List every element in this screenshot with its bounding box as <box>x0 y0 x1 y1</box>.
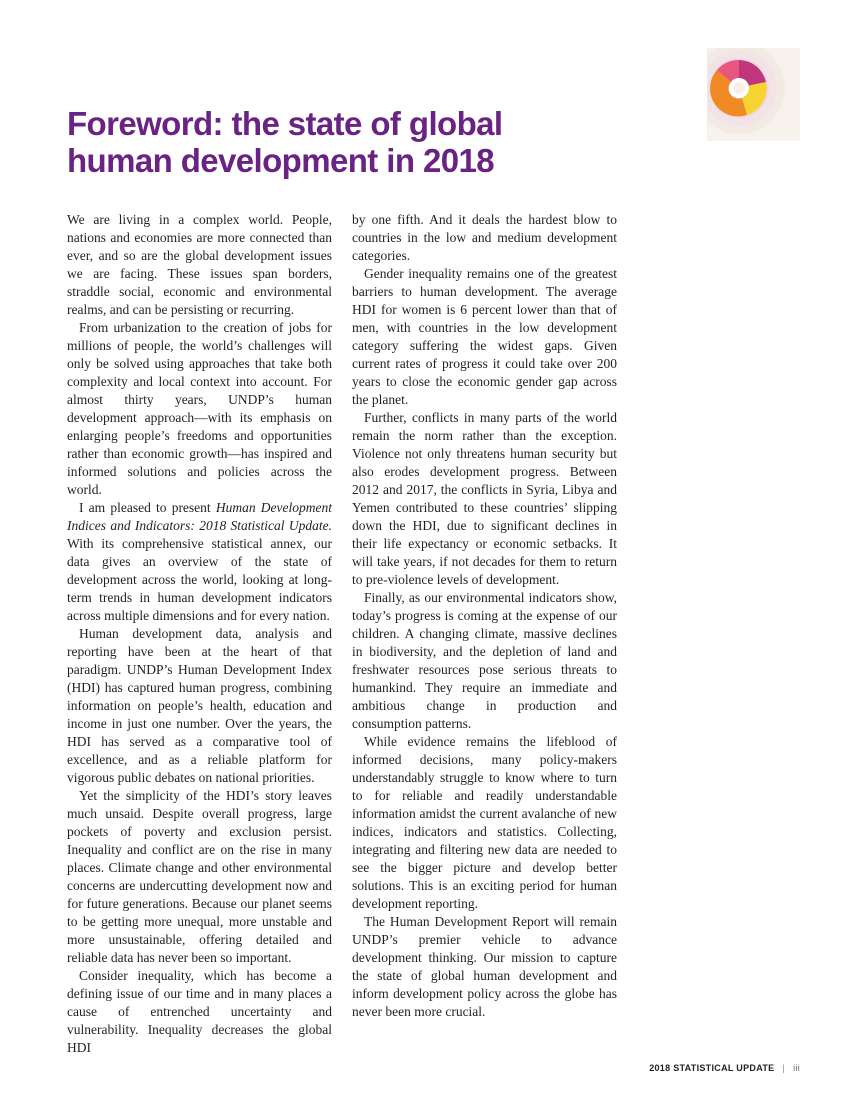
page-title <box>67 105 587 179</box>
paragraph: Human development data, analysis and reporting have been at the heart of that paradigm. UNDP’s Human Development Index (HDI) has captured human progress, combining information on people’s health, education and income in just one number. Over the years, the HDI has served as a comparative tool of excellence, and as a reliable platform for vigorous public debates on national priorities. <box>67 626 332 785</box>
paragraph-text: I am pleased to present <box>79 500 216 515</box>
paragraph: by one fifth. And it deals the hardest blow to countries in the low and medium development categories. <box>352 212 617 263</box>
title-line-1: Foreword: the state of global <box>67 105 503 142</box>
paragraph: Finally, as our environmental indicators show, today’s progress is coming at the expense of our children. A changing climate, massive declines in biodiversity, and the depletion of land and freshwater resources pose serious threats to humankind. They require an immediate and ambitious change in production and consumption patterns. <box>352 590 617 731</box>
report-title-italic: Human Development Indices and Indicators: 2018 Statistical Update. <box>67 500 333 533</box>
title-line-2: human development in 2018 <box>67 142 494 179</box>
paragraph: We are living in a complex world. People, nations and economies are more connected than ever, and so are the global development issues we are facing. These issues span borders, straddle social, economic and environmental realms, and can be persisting or recurring. <box>67 212 332 317</box>
paragraph: From urbanization to the creation of jobs for millions of people, the world’s challenges will only be solved using approaches that take both complexity and local context into account. For almost thirty years, UNDP’s human development approach—with its emphasis on enlarging people’s freedoms and opportunities rather than economic growth—has inspired and informed solutions and policies across the world. <box>67 320 332 497</box>
footer-separator: | <box>782 1063 786 1073</box>
page-number: iii <box>793 1063 800 1073</box>
paragraph: Yet the simplicity of the HDI’s story leaves much unsaid. Despite overall progress, large pockets of poverty and exclusion persist. Inequality and conflict are on the rise in many places. Climate change and other environmental concerns are undercutting development now and for future generations. Because our planet seems to be getting more unequal, more unstable and more unsustainable, offering detailed and reliable data has never been so important. <box>67 788 332 965</box>
paragraph <box>67 499 332 625</box>
paragraph: Further, conflicts in many parts of the world remain the norm rather than the exception. Violence not only threatens human security but also erodes development progress. Between 2012 and 2017, the conflicts in Syria, Libya and Yemen contributed to these countries’ slipping down the HDI, due to significant declines in their life expectancy or economic setbacks. It will take years, if not decades for them to return to pre-violence levels of development. <box>352 410 617 587</box>
paragraph: The Human Development Report will remain UNDP’s premier vehicle to advance development thinking. Our mission to capture the state of global human development and inform development policy across the globe has never been more crucial. <box>352 914 617 1019</box>
left-column <box>67 211 332 1057</box>
paragraph-text: With its comprehensive statistical annex, our data gives an overview of the state of development across the world, looking at long-term trends in human development indicators across multiple dimensions and for every nation. <box>67 536 332 623</box>
hdr-logo-icon <box>707 48 800 141</box>
footer-label: 2018 STATISTICAL UPDATE <box>649 1063 775 1073</box>
right-column <box>352 211 617 1021</box>
paragraph: While evidence remains the lifeblood of informed decisions, many policy-makers understandably struggle to know where to turn to for reliable and readily understandable information amidst the current avalanche of new indices, indicators and statistics. Collecting, integrating and filtering new data are needed to see the bigger picture and develop better solutions. This is an exciting period for human development reporting. <box>352 734 617 911</box>
page-footer <box>649 1063 800 1073</box>
paragraph: Consider inequality, which has become a defining issue of our time and in many places a cause of entrenched uncertainty and vulnerability. Inequality decreases the global HDI <box>67 968 332 1055</box>
paragraph: Gender inequality remains one of the greatest barriers to human development. The average HDI for women is 6 percent lower than that of men, with countries in the low development category suffering the widest gaps. Given current rates of progress it could take over 200 years to close the economic gender gap across the planet. <box>352 266 617 407</box>
